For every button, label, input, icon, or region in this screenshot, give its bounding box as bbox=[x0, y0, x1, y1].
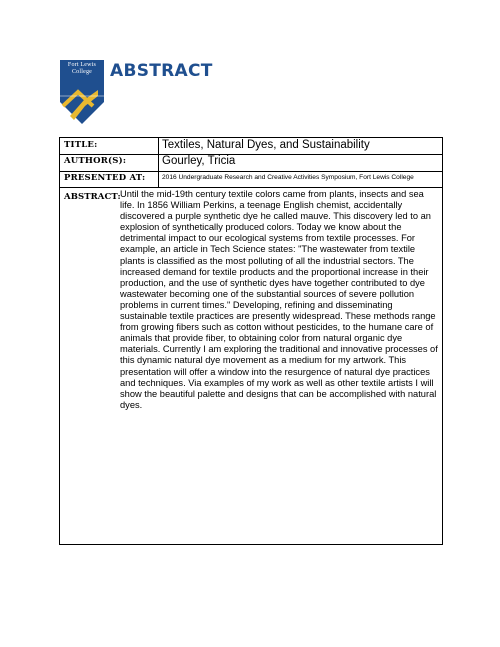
presented-row bbox=[60, 171, 442, 188]
page-title: ABSTRACT bbox=[110, 61, 213, 81]
title-value: Textiles, Natural Dyes, and Sustainability bbox=[162, 139, 370, 151]
abstract-label: ABSTRACT: bbox=[64, 192, 121, 202]
presented-label: PRESENTED AT: bbox=[64, 173, 146, 183]
author-label: AUTHOR(S): bbox=[64, 156, 127, 166]
title-label: TITLE: bbox=[64, 140, 98, 150]
author-row bbox=[60, 154, 442, 172]
abstract-text: Until the mid-19th century textile colors came from plants, insects and sea life. In 1856 William Perkins, a teenage English chemist, accidentally discovered a purple synthetic dye he called mauve. This discovery led to an explosion of synthetically produced colors. Today we know about the detrimental impact to our ecological systems from textile processes. For example, an article in Tech Science states: "The wastewater from textile plants is classified as the most polluting of all the industrial sectors. The increased demand for textile products and the proportional increase in their production, and the use of synthetic dyes have together contributed to dye wastewater becoming one of the substantial sources of severe pollution problems in current times." Developing, refining and disseminating sustainable textile practices are presently widespread. These methods range from growing fibers such as cotton without pesticides, to the humane care of animals that provide fiber, to obtaining color from natural organic dye materials. Currently I am exploring the traditional and innovative processes of this dynamic natural dye movement as a medium for my artwork. This presentation will offer a window into the resurgence of natural dye practices and techniques. Via examples of my work as well as other textile artists I will show the beautiful palette and designs that can be accomplished with natural dyes. bbox=[120, 189, 438, 410]
column-divider bbox=[158, 138, 159, 187]
logo-text: Fort Lewis College bbox=[67, 62, 97, 75]
author-value: Gourley, Tricia bbox=[162, 155, 236, 167]
college-logo bbox=[60, 60, 104, 124]
title-row bbox=[60, 138, 442, 155]
presented-value: 2016 Undergraduate Research and Creative Activities Symposium, Fort Lewis College bbox=[162, 174, 414, 181]
abstract-form bbox=[59, 137, 443, 545]
